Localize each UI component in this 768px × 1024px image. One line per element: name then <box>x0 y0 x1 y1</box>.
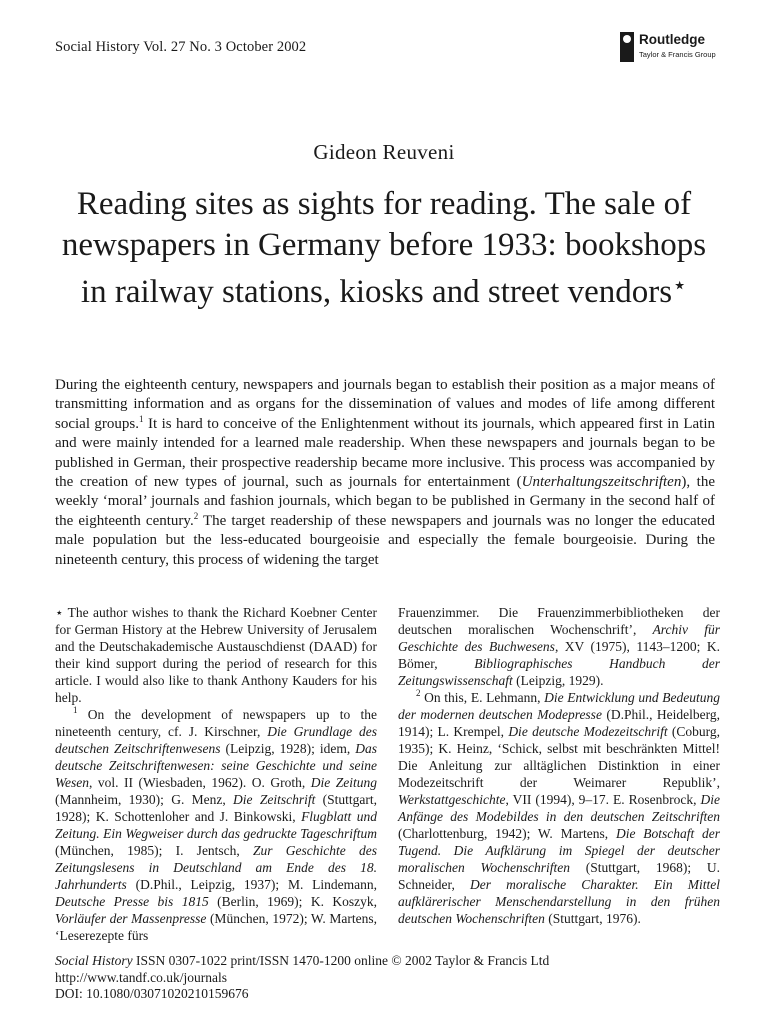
routledge-logo-icon <box>620 32 634 62</box>
footer-url-link[interactable]: http://www.tandf.co.uk/journals <box>55 969 227 985</box>
footnote-1: $^1$ On the development of newspapers up to the nineteenth century, cf. J. Kirschner, Die Grundlage des deutschen Zeitschriftenwesens (Leipzig, 1928); idem, Das deutsche Zeitschriftenwesen: seine Geschichte und seine Wesen, vol. II (Wiesbaden, 1962). O. Groth, Die Zeitung (Mannheim, 1930); G. Menz, Die Zeitschrift (Stuttgart, 1928); K. Schottenloher and J. Binkowski, Flugblatt und Zeitung. Ein Wegweiser durch das gedruckte Tageschriftum (München, 1985); I. Jentsch, Zur Geschichte des Zeitungslesens in Deutschland am Ende des 18. Jahrhunderts (D.Phil., Leipzig, 1937); M. Lindemann, Deutsche Presse bis 1815 (Berlin, 1969); K. Koszyk, Vorläufer der Massenpresse (München, 1972); W. Martens, ‘Leserezepte fürs <box>55 705 378 943</box>
publisher-subtitle: Taylor & Francis Group <box>639 50 716 59</box>
title-text: Reading sites as sights for reading. The sale of newspapers in Germany before 1933: bookshops in railway stations, kiosks and street vendors <box>61 186 707 310</box>
journal-header: Social History Vol. 27 No. 3 October 2002 <box>55 39 307 55</box>
publisher-logo <box>620 30 730 66</box>
footnote-ref-1[interactable]: 1 <box>139 413 144 424</box>
page-footer <box>55 953 715 1003</box>
body-paragraph: During the eighteenth century, newspapers and journals began to establish their position as a major means of transmitting information and as organs for the dissemination of values and modes of life among different social groups.$^1$ It is hard to conceive of the Enlightenment without its journals, which appeared first in Latin and were mainly intended for a learned male readership. When these newspapers and journals began to be published in German, their prospective readership became more inclusive. This process was accompanied by the creation of new types of journal, such as journals for entertainment (Unterhaltungszeitschriften), the weekly ‘moral’ journals and fashion journals, which began to be published in Germany in the second half of the eighteenth century.$^2$ The target readership of these newspapers and journals was no longer the educated male population but the less-educated bourgeoisie and especially the female bourgeoisie. During the nineteenth century, this process of widening the target <box>55 377 716 568</box>
article-title <box>60 184 708 313</box>
footer-copyright: Social History ISSN 0307-1022 print/ISSN 1470-1200 online © 2002 Taylor & Francis Ltd <box>55 953 550 968</box>
title-footnote-mark: ⋆ <box>672 273 688 299</box>
footnotes-right-column <box>398 604 720 927</box>
footnote-2: $^2$ On this, E. Lehmann, Die Entwicklung und Bedeutung der modernen deutschen Modepresse (D.Phil., Heidelberg, 1914); L. Krempel, Die deutsche Modezeitschrift (Coburg, 1935); K. Heinz, ‘Schick, selbst mit beschränkten Mittel! Die Anleitung zur alltäglichen Distinktion in einer Modezeitschrift der Weimarer Republik’, Werkstattgeschichte, VII (1994), 9–17. E. Rosenbrock, Die Anfänge des Modebildes in den deutschen Zeitschriften (Charlottenburg, 1942); W. Martens, Die Botschaft der Tugend. Die Aufklärung im Spiegel der deutscher moralischen Wochenschriften (Stuttgart, 1968); U. Schneider, Der moralische Charakter. Ein Mittel aufklärerischer Menschendarstellung in den frühen deutschen Wochenschriften (Stuttgart, 1976). <box>398 688 721 926</box>
footer-doi: DOI: 10.1080/03071020210159676 <box>55 986 249 1001</box>
publisher-name: Routledge <box>639 32 705 47</box>
footnote-ref-2[interactable]: 2 <box>193 510 199 521</box>
footnote-star: ⋆ The author wishes to thank the Richard Koebner Center for German History at the Hebrew University of Jerusalem and the Deutschakademische Austauschdienst (DAAD) for their kind support during the period of research for this article. I would also like to thank Anthony Kauders for his help. <box>55 605 377 705</box>
footnote-1-continued: Frauenzimmer. Die Frauenzimmerbibliotheken der deutschen moralischen Wochenschrift’, Archiv für Geschichte des Buchwesens, XV (1975), 1143–1200; K. Bömer, Bibliographisches Handbuch der Zeitungswissenschaft (Leipzig, 1929). <box>398 605 721 688</box>
article-author: Gideon Reuveni <box>313 140 455 164</box>
footnotes-left-column <box>55 604 377 944</box>
